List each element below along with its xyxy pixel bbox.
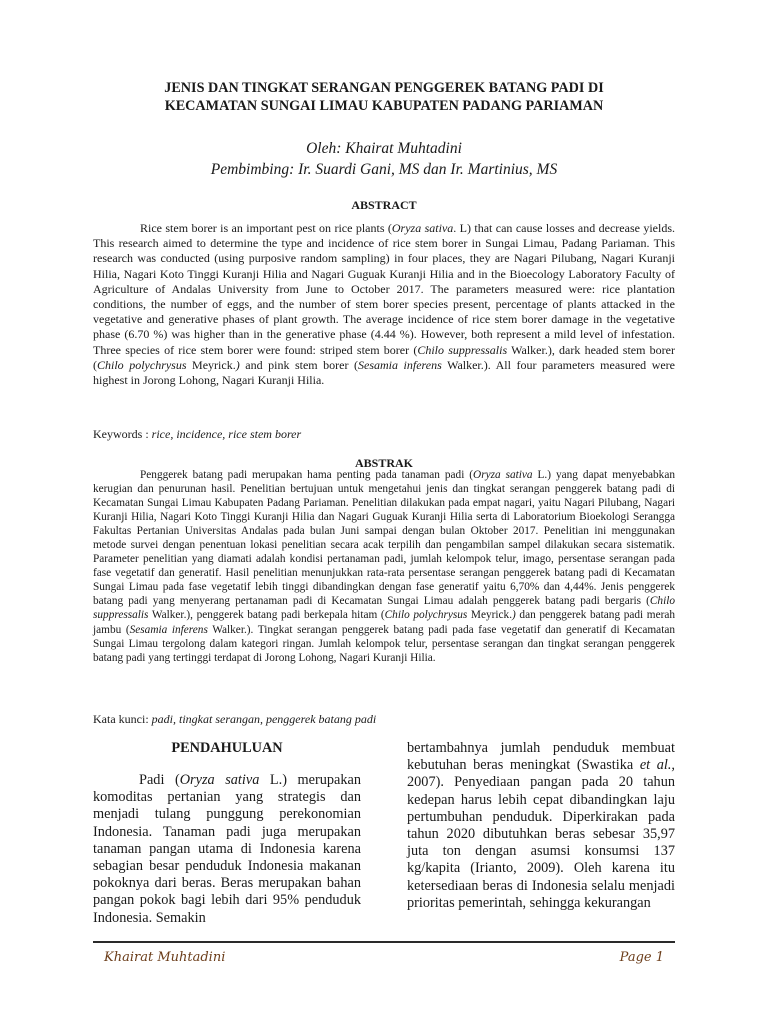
- intro-text: Padi (: [139, 772, 180, 788]
- abstract-id-text: ): [512, 609, 516, 622]
- abstract-id-text: dan penggerek batang padi merah jambu (: [93, 609, 676, 636]
- footer-divider: [93, 941, 675, 943]
- abstract-en-text: . L) that can cause losses and decrease yields. This research aimed to determine the type and incidence of rice stem borer in Sungai Limau, Padang Pariaman. This research was conducted (using purposive random sampling) in four places, they are Nagari Pilubang, Nagari Kuranji Hilia, Nagari Koto Tinggi Kuranji Hilia and Nagari Guguak Kuranji Hilia and in the Bioecology Laboratory Faculty of Agriculture of Andalas University from June to October 2017. The parameters measured were: rice plantation conditions, the number of eggs, and the number of stem borer species present, percentage of plants attacked in the vegetative and generative phases of plant growth. The average incidence of rice stem borer damage in the vegetative phase (6.70 %) was higher than in the generative phase (4.44 %). However, both represent a mild level of infestation. Three species of rice stem borer were found: striped stem borer (: [93, 221, 675, 357]
- intro-left-column: [93, 772, 361, 927]
- abstract-id-species: Oryza sativa: [473, 469, 533, 481]
- author-block: [60, 138, 708, 180]
- keywords-line: [93, 427, 675, 442]
- title-line-1: JENIS DAN TINGKAT SERANGAN PENGGEREK BATANG PADI DI: [164, 80, 604, 96]
- abstract-id-text: Penggerek batang padi merupakan hama penting pada tanaman padi (: [140, 469, 474, 481]
- intro-text: L.) merupakan komoditas pertanian yang strategis dan menjadi tulang punggung perekonomian Indonesia. Tanaman padi juga merupakan tanaman pangan utama di Indonesia karena sebagian besar penduduk Indonesia makanan pokoknya dari beras. Beras merupakan bahan pangan pokok bagi lebih dari 95% penduduk Indonesia. Semakin: [93, 772, 362, 926]
- abstract-en-species: Chilo polychrysus: [97, 357, 187, 372]
- abstract-id-species: Chilo polychrysus: [384, 609, 468, 622]
- keywords-label: Keywords :: [93, 427, 152, 441]
- intro-species: Oryza sativa: [179, 772, 260, 788]
- abstract-en-species: Sesamia inferens: [358, 357, 442, 372]
- kata-kunci-label: Kata kunci:: [93, 712, 152, 726]
- abstract-en-text: ): [235, 357, 240, 372]
- footer-page-number: Page 1: [619, 950, 664, 965]
- abstract-id-text: Walker.). Tingkat serangan penggerek batang padi pada fase vegetatif dan generatif di Kecamatan Sungai Limau tergolong dalam kategori ringan. Jumlah kelompok telur, persentase serangan dan tingkat serangan penggerek batang padi yang tertinggi terdapat di Jorong Lohong, Nagari Kuranji Hilia.: [93, 623, 675, 664]
- abstract-english: [93, 221, 675, 388]
- abstract-en-species: Chilo suppressalis: [417, 342, 508, 357]
- abstract-en-species: Oryza sativa: [391, 221, 454, 235]
- intro-text: bertambahnya jumlah penduduk membuat kebutuhan beras meningkat (Swastika: [407, 740, 675, 774]
- abstract-heading: ABSTRACT: [351, 198, 417, 212]
- abstract-indonesian: [93, 468, 675, 665]
- intro-right-column: [407, 740, 675, 912]
- abstract-id-species: Sesamia inferens: [129, 623, 208, 636]
- footer-author: Khairat Muhtadini: [104, 950, 226, 965]
- abstract-en-text: and pink stem borer (: [239, 357, 359, 372]
- abstract-en-text: Rice stem borer is an important pest on rice plants (: [140, 221, 392, 235]
- section-heading-pendahuluan: PENDAHULUAN: [171, 740, 283, 756]
- paper-title: [60, 79, 708, 115]
- abstract-en-text: Meyrick.: [186, 357, 236, 372]
- abstract-id-species: Chilo suppressalis: [93, 595, 675, 622]
- keywords-value: rice, incidence, rice stem borer: [151, 427, 302, 441]
- abstract-en-text: Walker.). All four parameters measured were highest in Jorong Lohong, Nagari Kuranji Hilia.: [93, 357, 676, 388]
- intro-citation: et al.,: [639, 757, 675, 774]
- abstract-en-text: Walker.), dark headed stem borer (: [93, 342, 676, 372]
- author-name: Oleh: Khairat Muhtadini: [306, 140, 462, 157]
- abstract-id-text: Meyrick.: [467, 609, 513, 622]
- abstract-id-text: Walker.), penggerek batang padi berkepala hitam (: [148, 609, 385, 622]
- intro-text: 2007). Penyediaan pangan pada 20 tahun kedepan harus lebih cepat dibandingkan laju pertumbuhan penduduk. Diperkirakan pada tahun 2020 dibutuhkan beras sebesar 35,97 juta ton dengan asumsi konsumsi 137 kg/kapita (Irianto, 2009). Oleh karena itu ketersediaan beras di Indonesia selalu menjadi prioritas pemerintah, sehingga kekurangan: [407, 774, 675, 911]
- title-line-2: KECAMATAN SUNGAI LIMAU KABUPATEN PADANG PARIAMAN: [164, 98, 604, 114]
- supervisors: Pembimbing: Ir. Suardi Gani, MS dan Ir. Martinius, MS: [210, 161, 558, 178]
- kata-kunci-line: [93, 712, 675, 727]
- kata-kunci-value: padi, tingkat serangan, penggerek batang padi: [151, 712, 377, 726]
- abstract-id-text: L.) yang dapat menyebabkan kerugian dan penurunan hasil. Penelitian bertujuan untuk mengetahui jenis dan tingkat serangan penggerek batang padi di Kecamatan Sungai Limau Kabupaten Padang Pariaman. Penelitian dilakukan pada empat nagari, yaitu Nagari Pilubang, Nagari Kuranji Hilia, Nagari Koto Tinggi Kuranji Hilia dan Nagari Guguak Kuranji Hilia serta di Laboratorium Bioekologi Serangga Fakultas Pertanian Universitas Andalas pada bulan Juni sampai dengan bulan Oktober 2017. Penelitian ini menggunakan metode survei dengan penentuan lokasi penelitian secara acak terpilih dan pengambilan sampel dilakukan secara sistematik. Parameter penelitian yang diamati adalah kondisi pertanaman padi, jumlah kelompok telur, imago, persentase serangan pada fase vegetatif dan generatif. Hasil penelitian menunjukkan rata-rata persentase serangan penggerek batang padi di Kecamatan Sungai Limau pada fase vegetatif lebih tinggi dibandingkan dengan fase generatif yaitu 6,70% dan 4,44%. Jenis penggerek batang padi yang menyerang pertanaman padi di Kecamatan Sungai Limau adalah penggerek batang padi bergaris (: [93, 469, 675, 608]
- abstrak-heading: ABSTRAK: [354, 456, 413, 470]
